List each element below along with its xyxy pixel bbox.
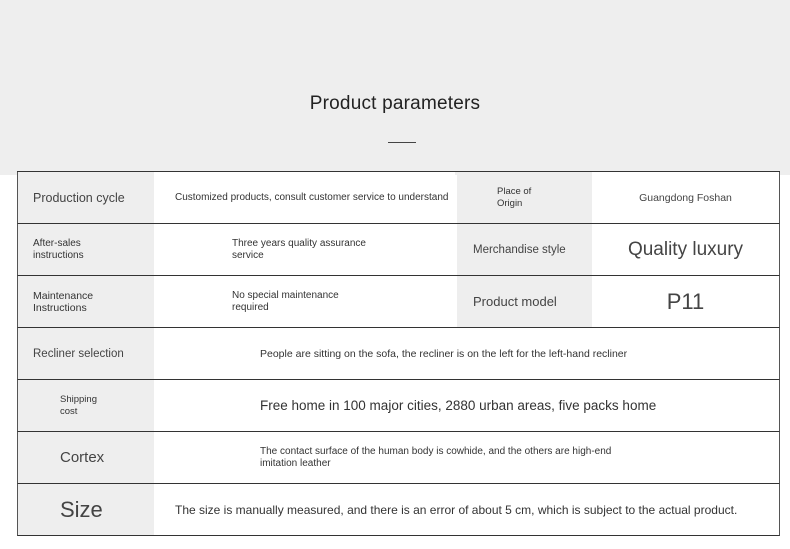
table-row-shipping-cost bbox=[17, 380, 780, 432]
table-row-maintenance bbox=[17, 276, 780, 328]
table-row-recliner-selection bbox=[17, 328, 780, 380]
row-label: Shipping cost bbox=[60, 393, 97, 417]
product-parameters-table bbox=[17, 171, 780, 536]
row-label: After-sales instructions bbox=[33, 237, 84, 261]
table-row-production-cycle bbox=[17, 172, 780, 224]
label-cell-2 bbox=[457, 276, 592, 327]
table-row-after-sales bbox=[17, 224, 780, 276]
value-cell bbox=[154, 172, 455, 223]
value-cell bbox=[154, 484, 779, 535]
row-label-2: Merchandise style bbox=[473, 243, 566, 256]
row-value: People are sitting on the sofa, the recliner is on the left for the left-hand recliner bbox=[260, 347, 628, 360]
page-title: Product parameters bbox=[309, 93, 481, 114]
label-cell bbox=[18, 380, 154, 431]
table-row-cortex bbox=[17, 432, 780, 484]
row-value: Free home in 100 major cities, 2880 urban areas, five packs home bbox=[260, 398, 657, 413]
row-label: Cortex bbox=[60, 449, 105, 466]
row-label: Recliner selection bbox=[33, 347, 124, 360]
row-value-2: P11 bbox=[666, 288, 705, 314]
value-cell bbox=[154, 224, 455, 275]
label-cell bbox=[18, 172, 154, 223]
row-value: No special maintenance required bbox=[232, 289, 339, 313]
row-label: Size bbox=[60, 496, 103, 522]
value-cell-2 bbox=[592, 172, 779, 223]
title-divider bbox=[388, 142, 416, 143]
label-cell bbox=[18, 224, 154, 275]
row-label: Maintenance Instructions bbox=[33, 289, 94, 314]
header-band bbox=[0, 0, 790, 175]
value-cell-2 bbox=[592, 276, 779, 327]
table-row-size bbox=[17, 484, 780, 536]
value-cell bbox=[154, 380, 779, 431]
row-value: Three years quality assurance service bbox=[232, 237, 366, 261]
label-cell bbox=[18, 484, 154, 535]
label-cell bbox=[18, 276, 154, 327]
row-value: The size is manually measured, and there is an error of about 5 cm, which is subject to the actual product. bbox=[175, 502, 738, 517]
value-cell bbox=[154, 432, 779, 483]
label-cell-2 bbox=[457, 224, 592, 275]
row-value-2: Guangdong Foshan bbox=[639, 191, 732, 204]
label-cell bbox=[18, 432, 154, 483]
row-value: The contact surface of the human body is cowhide, and the others are high-end imitation leather bbox=[260, 445, 612, 469]
label-cell-2 bbox=[457, 172, 592, 223]
value-cell bbox=[154, 276, 455, 327]
value-cell bbox=[154, 328, 779, 379]
row-value-2: Quality luxury bbox=[627, 238, 744, 260]
row-label-2: Product model bbox=[473, 294, 557, 309]
label-cell bbox=[18, 328, 154, 379]
row-label: Production cycle bbox=[33, 190, 125, 205]
value-cell-2 bbox=[592, 224, 779, 275]
row-value: Customized products, consult customer service to understand bbox=[175, 191, 449, 203]
row-label-2: Place of Origin bbox=[497, 185, 532, 209]
